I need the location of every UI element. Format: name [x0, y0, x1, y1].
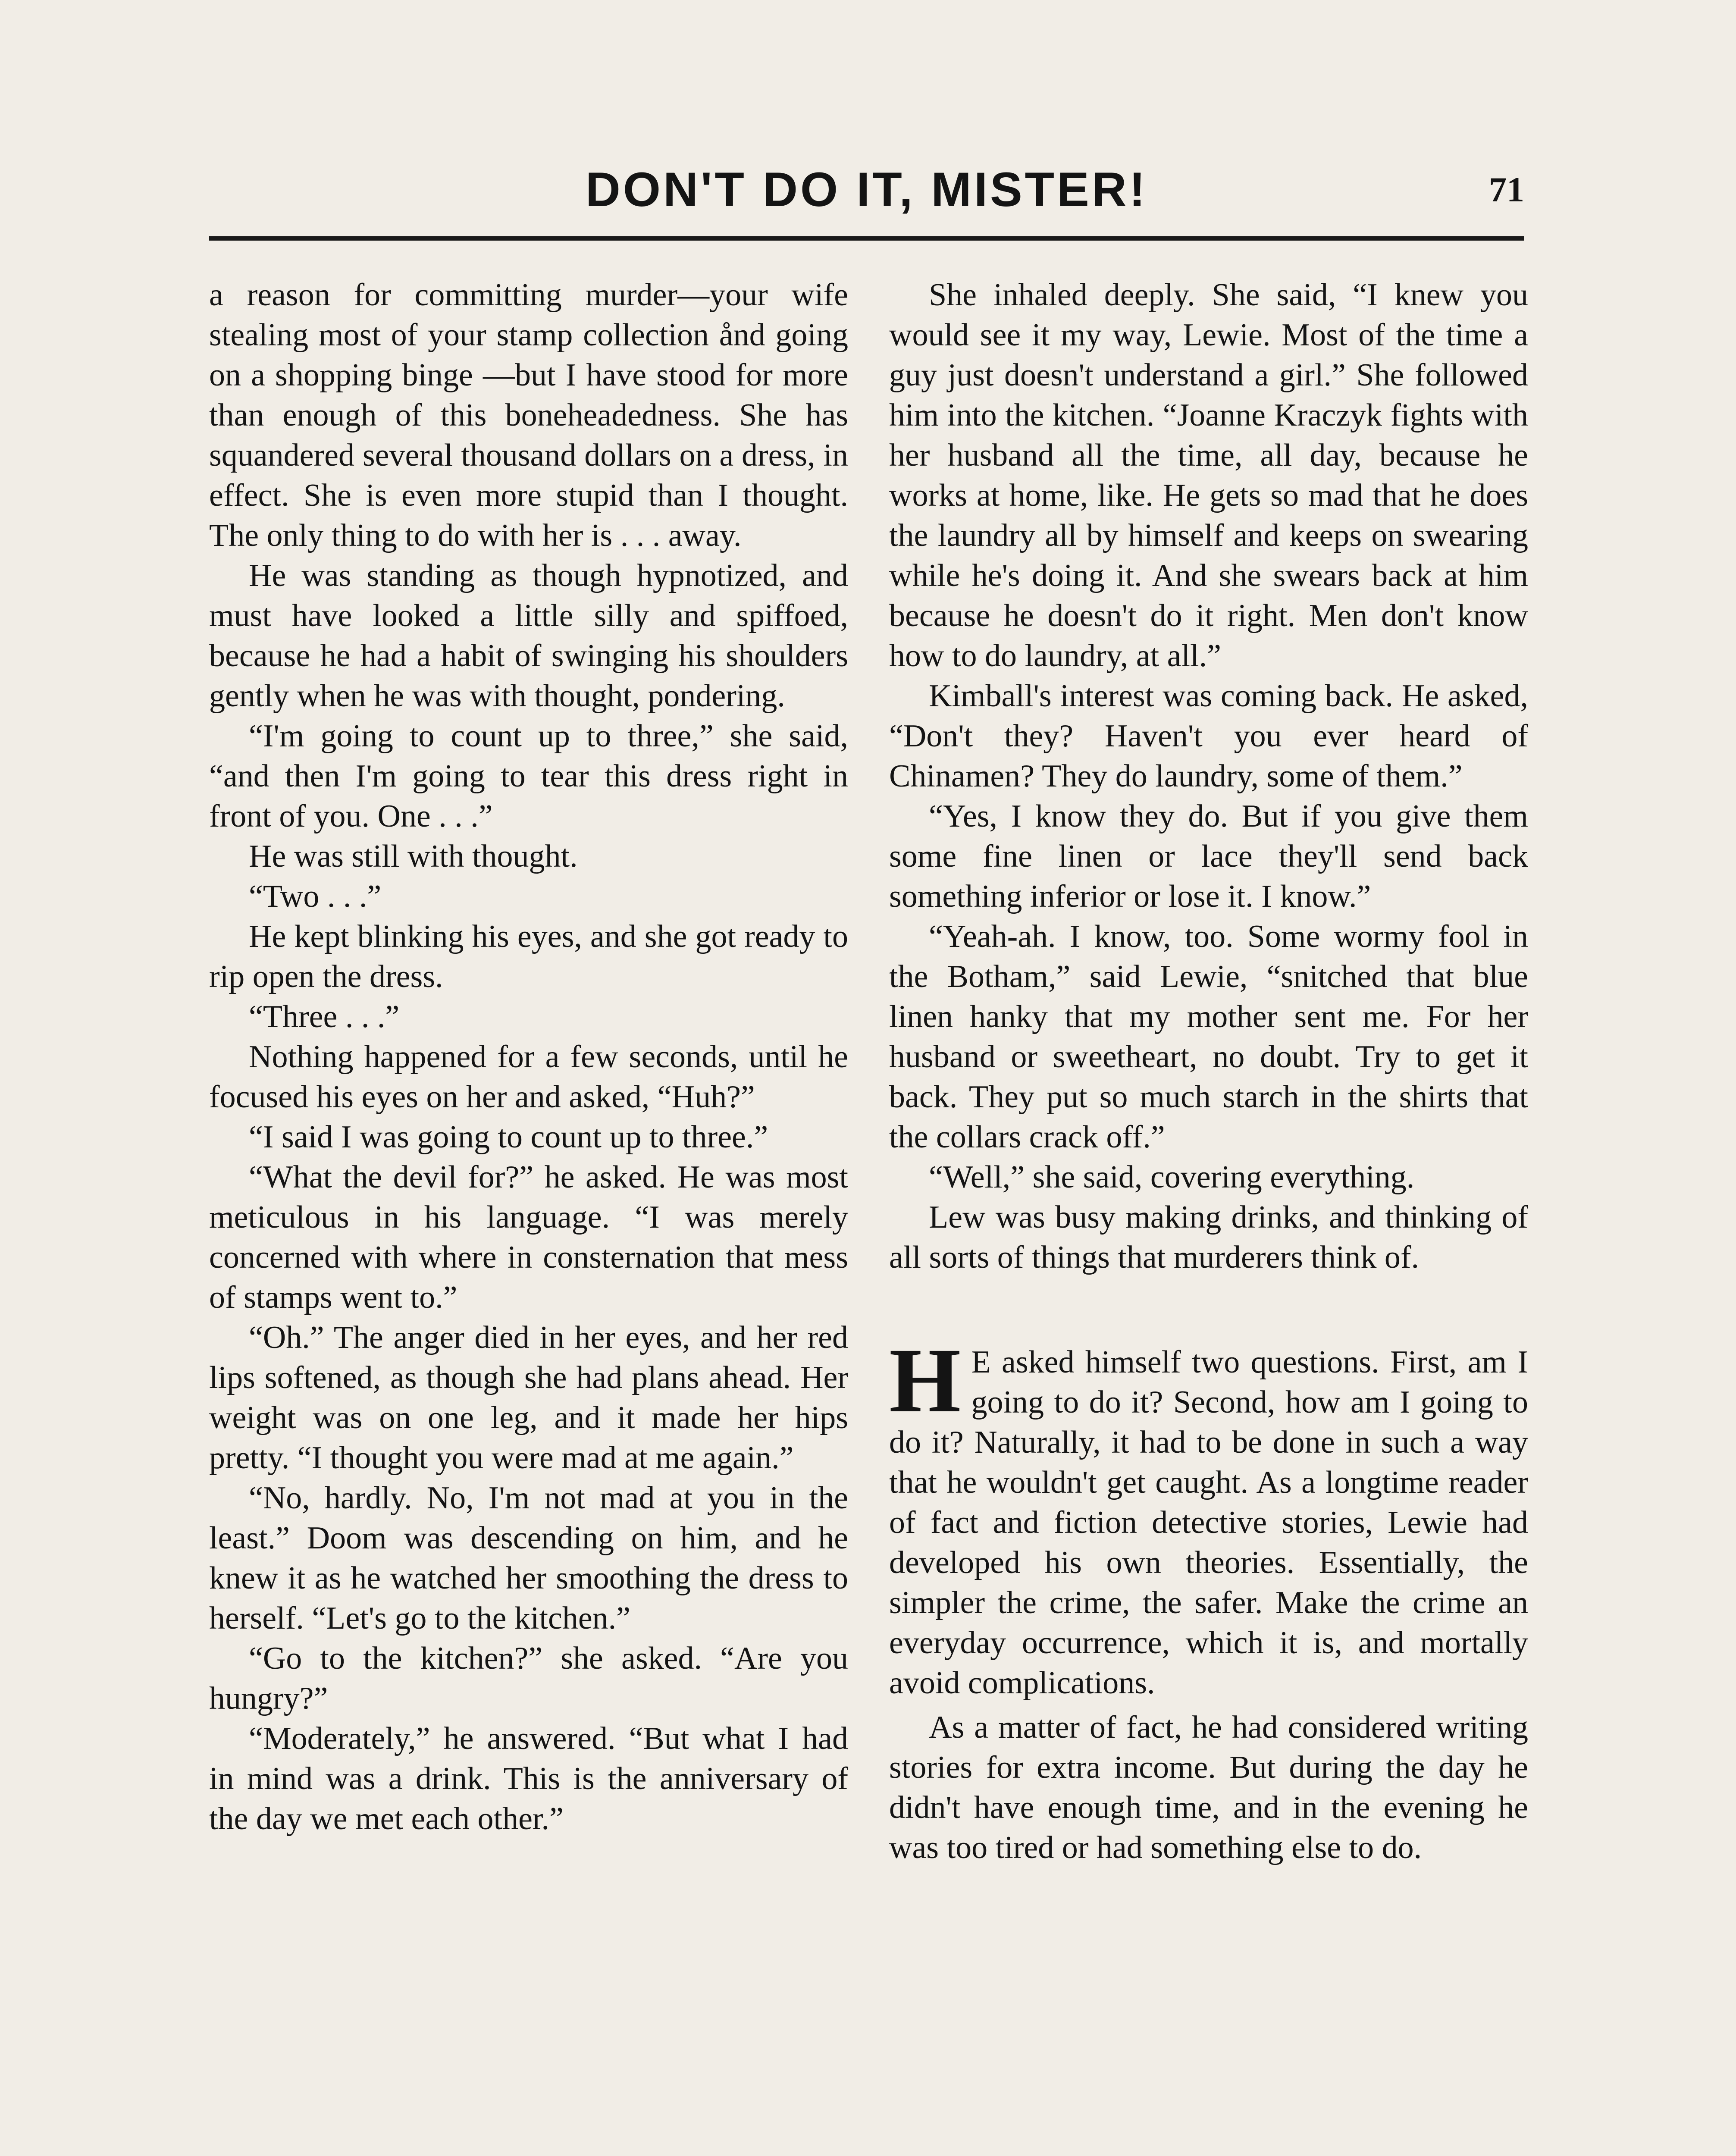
paragraph: He was still with thought. [249, 839, 578, 874]
paragraph: Kimball's interest was coming back. He asked, “Don't they? Haven't you ever heard of Chinamen? They do laundry, some of them.” [889, 678, 1528, 794]
section-opening-paragraph [889, 1329, 1528, 1703]
drop-cap: H [889, 1329, 961, 1432]
paragraph: “Two . . .” [249, 879, 382, 914]
paragraph-text: E asked himself two questions. First, am I going to do it? Second, how am I going to do it? Naturally, it had to be done in such a way that he wouldn't get caught. As a longtime reader of fact and fiction detective stories, Lewie had developed his own theories. Essentially, the simpler the crime, the safer. Make the crime an everyday occurrence, which it is, and mortally avoid complications. [889, 1344, 1528, 1701]
paragraph: “What the devil for?” he asked. He was most meticulous in his language. “I was merely concerned with where in consternation that mess of stamps went to.” [209, 1159, 848, 1315]
section-break [889, 1278, 1528, 1342]
paragraph: a reason for committing murder—your wife stealing most of your stamp collection ånd going on a shopping binge —but I have stood for more than enough of this boneheadedness. She has squandered several thousand dollars on a dress, in effect. She is even more stupid than I thought. The only thing to do with her is . . . away. [209, 277, 848, 553]
right-column [889, 275, 1528, 1868]
paragraph: She inhaled deeply. She said, “I knew you would see it my way, Lewie. Most of the time a guy just doesn't understand a girl.” She followed him into the kitchen. “Joanne Kraczyk fights with her husband all the time, all day, because he works at home, like. He gets so mad that he does the laundry all by himself and keeps on swearing while he's doing it. And she swears back at him because he doesn't do it right. Men don't know how to do laundry, at all.” [889, 277, 1528, 674]
paragraph: “Well,” she said, covering everything. [929, 1159, 1415, 1195]
paragraph: “Three . . .” [249, 999, 400, 1034]
paragraph: “Oh.” The anger died in her eyes, and her red lips softened, as though she had plans ahead. Her weight was on one leg, and it made her hips pretty. “I thought you were mad at me again.” [209, 1320, 848, 1476]
left-column [209, 275, 848, 1839]
page-number: 71 [1489, 170, 1524, 209]
paragraph: “No, hardly. No, I'm not mad at you in the least.” Doom was descending on him, and he knew it as he watched her smoothing the dress to herself. “Let's go to the kitchen.” [209, 1480, 848, 1636]
running-title: DON'T DO IT, MISTER! [586, 163, 1148, 216]
paragraph: “I said I was going to count up to three.” [249, 1119, 768, 1155]
paragraph: Nothing happened for a few seconds, until he focused his eyes on her and asked, “Huh?” [209, 1039, 848, 1115]
header-rule [209, 236, 1524, 241]
paragraph: “Moderately,” he answered. “But what I had in mind was a drink. This is the anniversary of the day we met each other.” [209, 1721, 848, 1836]
paragraph: Lew was busy making drinks, and thinking of all sorts of things that murderers think of. [889, 1200, 1528, 1275]
paragraph: “I'm going to count up to three,” she said, “and then I'm going to tear this dress right in front of you. One . . .” [209, 718, 848, 834]
paragraph: “Yes, I know they do. But if you give them some fine linen or lace they'll send back something inferior or lose it. I know.” [889, 799, 1528, 914]
paragraph: He kept blinking his eyes, and she got ready to rip open the dress. [209, 919, 848, 994]
paragraph: “Yeah-ah. I know, too. Some wormy fool in the Botham,” said Lewie, “snitched that blue linen hanky that my mother sent me. For her husband or sweetheart, no doubt. Try to get it back. They put so much starch in the shirts that the collars crack off.” [889, 919, 1528, 1155]
paragraph: As a matter of fact, he had considered writing stories for extra income. But during the day he didn't have enough time, and in the evening he was too tired or had something else to do. [889, 1710, 1528, 1865]
paragraph: “Go to the kitchen?” she asked. “Are you hungry?” [209, 1641, 848, 1716]
page-header [209, 155, 1524, 241]
paragraph: He was standing as though hypnotized, and must have looked a little silly and spiffoed, because he had a habit of swinging his shoulders gently when he was with thought, pondering. [209, 558, 848, 714]
